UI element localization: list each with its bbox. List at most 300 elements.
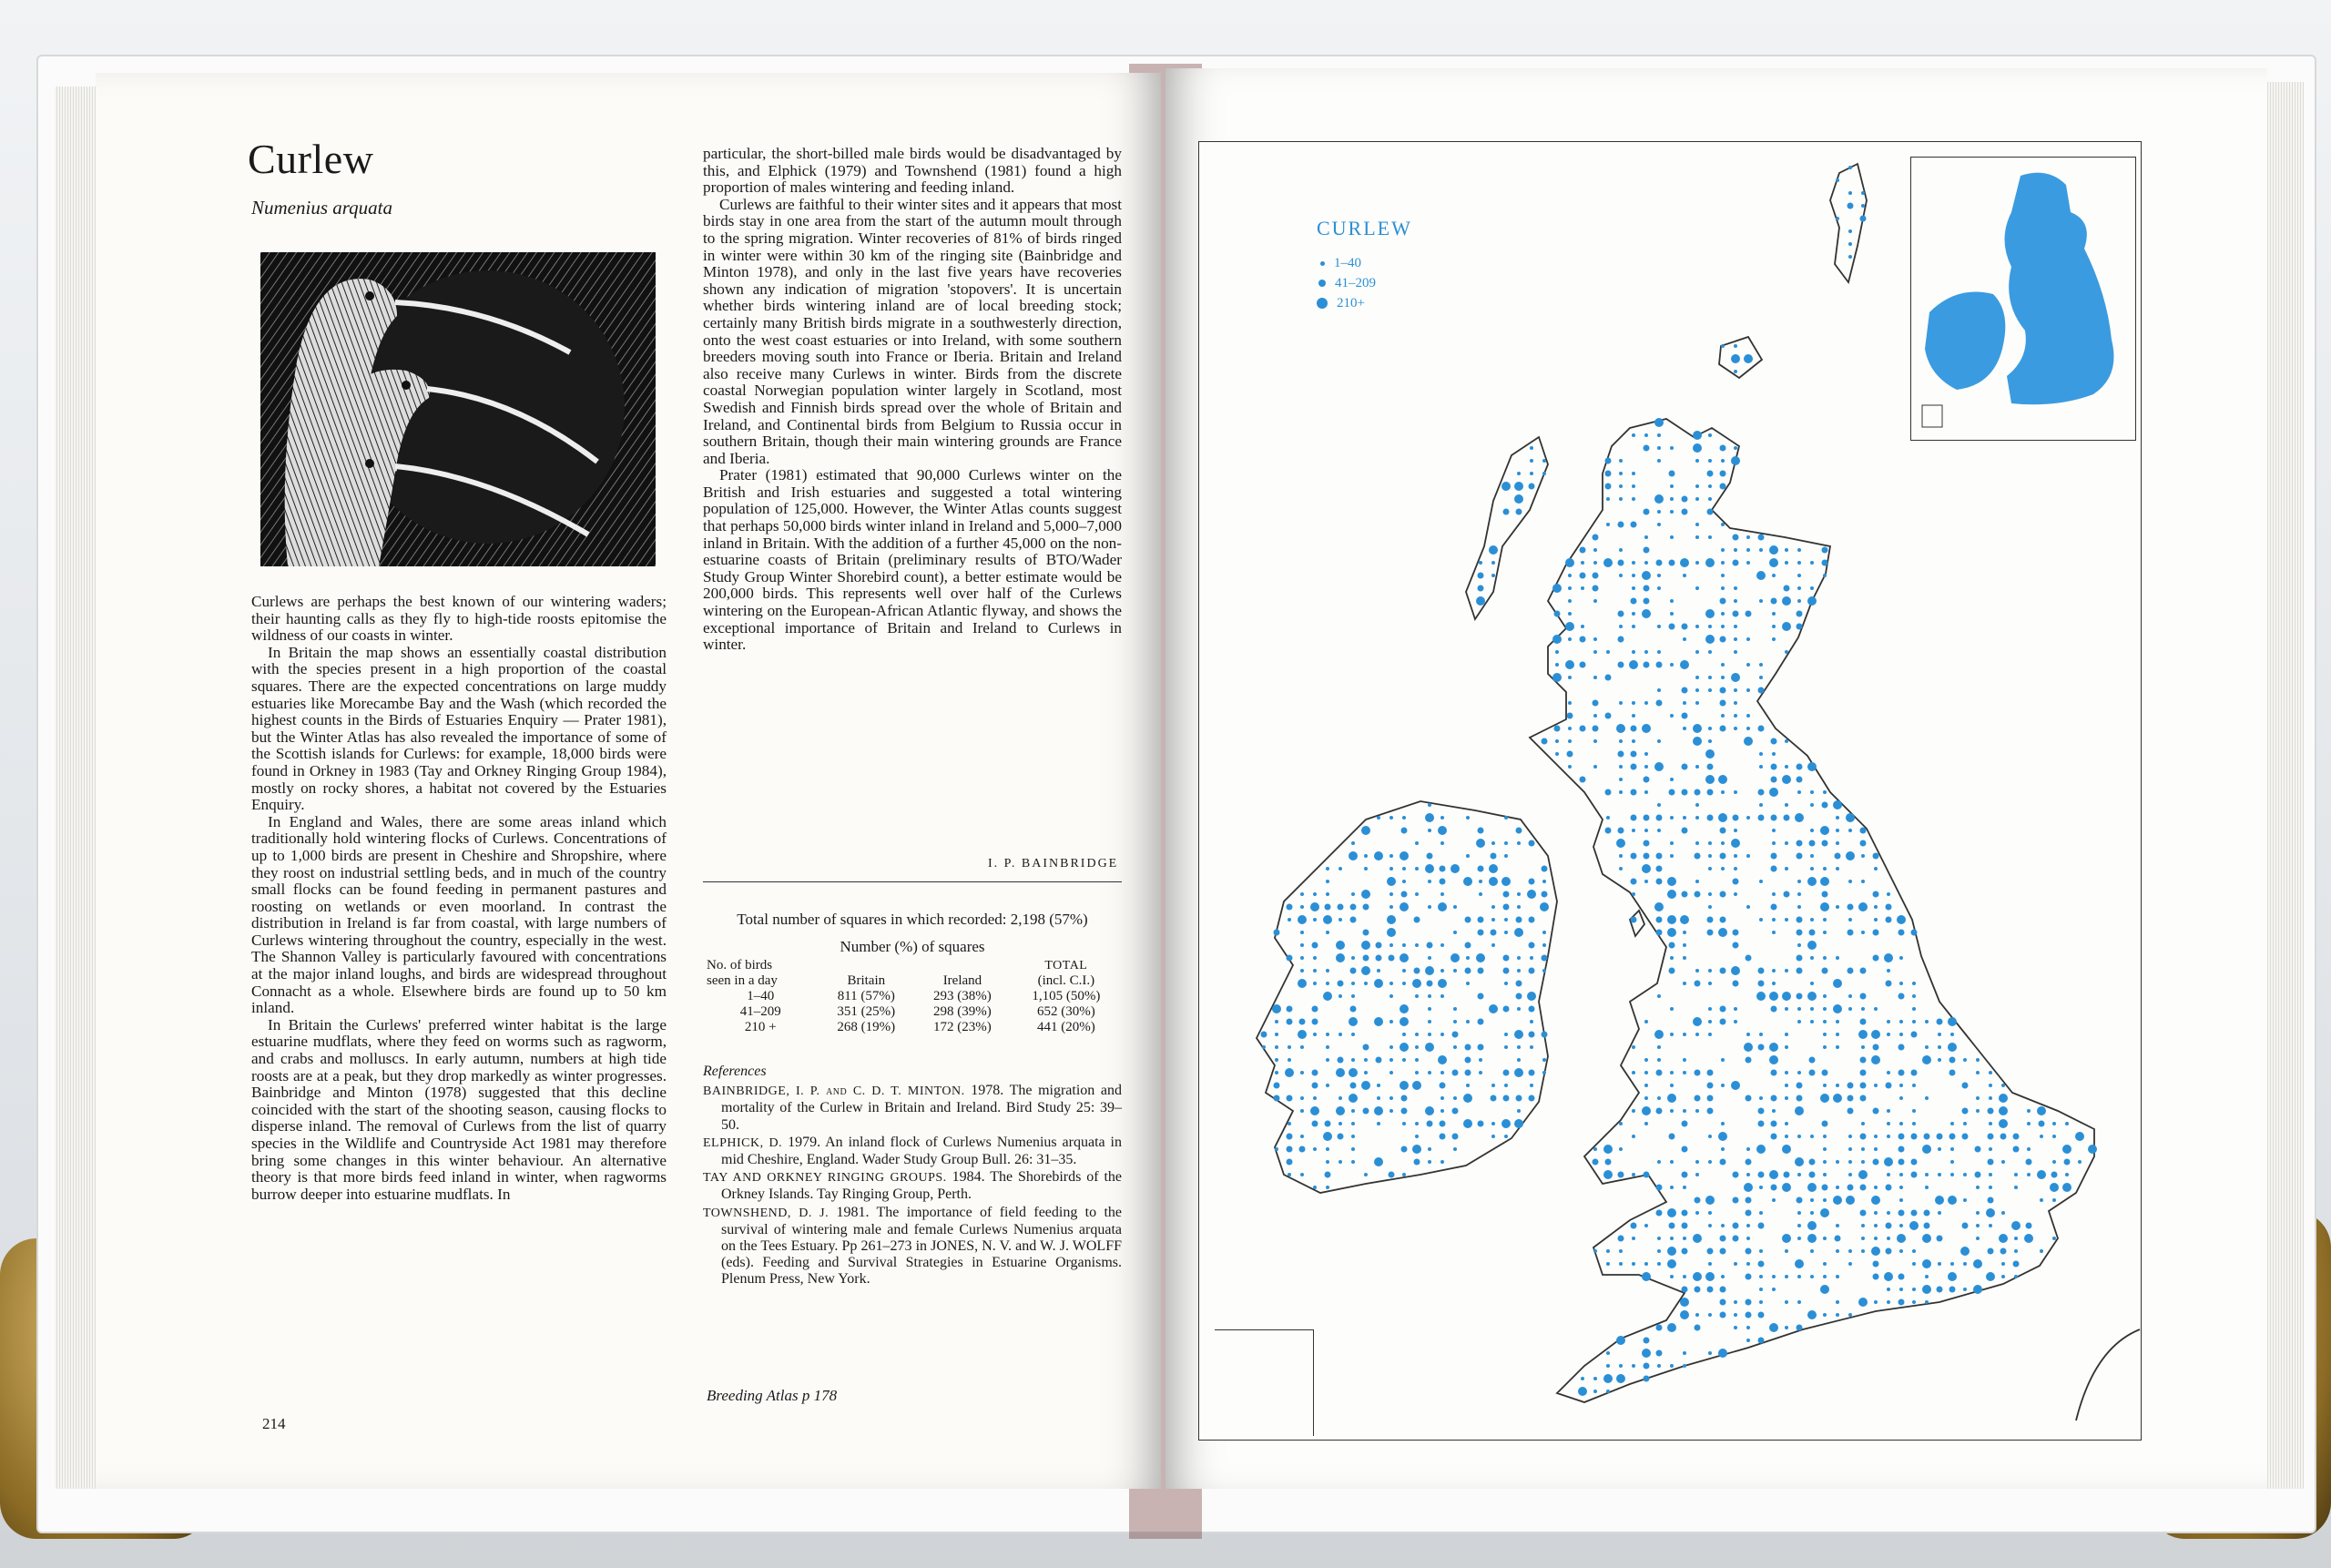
record-dot (1733, 815, 1739, 821)
record-dot (1758, 535, 1765, 541)
record-dot (1874, 918, 1878, 921)
record-dot (1721, 1084, 1725, 1087)
record-dot (1756, 1145, 1766, 1154)
record-dot (1848, 829, 1852, 832)
record-dot (1809, 930, 1816, 936)
record-dot (1962, 1108, 1969, 1115)
record-dot (1695, 880, 1699, 883)
record-dot (1874, 1007, 1878, 1011)
record-dot (1478, 866, 1484, 872)
record-dot (1720, 598, 1726, 605)
paragraph: In Britain the map shows an essentially coastal distribution with the species present in a high proportion of the coastal squares. There are the expected concentrations on large muddy estuaries like Morecambe Bay and the Wash (which recorded the highest counts in the Birds of Estuaries Enquiry — Prater 1981), but the Winter Atlas has also revealed the importance of some of the Scottish islands for Curlews: for example, 18,000 birds were found in Orkney in 1983 (Tay and Orkney Ringing Group 1984), mostly on rocky shores, a habitat not covered by the Estuaries Enquiry. (251, 643, 667, 814)
record-dot (1644, 1262, 1648, 1266)
record-dot (1489, 1004, 1498, 1013)
record-dot (1822, 547, 1828, 554)
record-dot (1323, 992, 1332, 1001)
record-dot (1797, 1197, 1803, 1204)
record-dot (1326, 1033, 1329, 1036)
record-dot (1503, 1006, 1510, 1013)
record-dot (1682, 1172, 1688, 1178)
record-dot (1721, 841, 1725, 845)
record-dot (1833, 1196, 1842, 1205)
record-dot (2026, 1159, 2032, 1166)
record-dot (1782, 1234, 1791, 1243)
record-dot (1746, 1057, 1752, 1064)
record-dot (1705, 1272, 1715, 1281)
record-dot (1632, 1364, 1635, 1368)
record-dot (1336, 941, 1345, 950)
record-dot (2027, 1147, 2031, 1151)
record-dot (1898, 1299, 1905, 1306)
record-dot (1899, 1020, 1903, 1023)
record-dot (1683, 931, 1686, 934)
record-dot (1606, 497, 1610, 501)
record-dot (1861, 204, 1865, 208)
record-dot (1387, 928, 1396, 937)
record-dot (1922, 1234, 1931, 1243)
record-dot (1272, 1004, 1281, 1013)
record-dot (1836, 829, 1839, 832)
record-dot (1721, 1122, 1725, 1125)
record-dot (1758, 1312, 1765, 1319)
record-dot (1326, 1147, 1329, 1151)
record-dot (1797, 853, 1803, 860)
record-dot (1656, 1350, 1663, 1357)
record-dot (1976, 1109, 1980, 1113)
record-dot (1707, 1095, 1714, 1102)
record-dot (1310, 902, 1319, 911)
record-dot (1351, 892, 1355, 896)
record-dot (1631, 522, 1637, 528)
record-dot (1721, 586, 1725, 590)
record-dot (1846, 1196, 1855, 1205)
record-dot (1708, 727, 1712, 730)
record-dot (1784, 815, 1790, 821)
record-dot (1899, 1033, 1903, 1036)
record-dot (2024, 1234, 2033, 1243)
record-dot (1568, 676, 1572, 679)
record-dot (1339, 1122, 1342, 1125)
record-dot (1886, 917, 1892, 923)
record-dot (1527, 992, 1536, 1001)
record-dot (1478, 828, 1484, 834)
record-dot (1797, 777, 1803, 783)
record-dot (1746, 1312, 1752, 1319)
record-dot (1555, 650, 1559, 654)
record-dot (1642, 609, 1651, 618)
record-dot (1810, 1198, 1814, 1202)
record-dot (1682, 624, 1688, 630)
record-dot (1670, 1275, 1674, 1278)
record-dot (1670, 841, 1674, 845)
record-dot (1670, 956, 1674, 960)
record-dot (1683, 701, 1686, 705)
record-dot (1374, 851, 1383, 860)
record-dot (1619, 778, 1623, 781)
record-dot (1833, 979, 1842, 988)
record-dot (1452, 1108, 1459, 1115)
record-dot (1619, 497, 1623, 501)
record-dot (1644, 509, 1650, 515)
record-dot (1771, 1095, 1777, 1102)
record-dot (1720, 1312, 1726, 1319)
record-dot (1925, 1300, 1929, 1304)
record-dot (1759, 918, 1763, 921)
record-dot (1822, 1121, 1828, 1127)
record-dot (1565, 660, 1574, 669)
record-dot (1287, 1095, 1293, 1102)
record-dot (1949, 1134, 1956, 1140)
record-dot (1657, 1249, 1661, 1253)
record-dot (1887, 1109, 1890, 1113)
record-dot (1452, 1134, 1459, 1140)
record-dot (1695, 1070, 1701, 1076)
record-dot (1644, 1338, 1650, 1344)
record-dot (1999, 1234, 2008, 1243)
record-dot (1769, 992, 1778, 1001)
record-dot (1887, 1173, 1890, 1176)
record-dot (1618, 611, 1624, 617)
record-dot (1619, 701, 1623, 705)
record-dot (1326, 982, 1329, 985)
record-dot (1657, 739, 1661, 743)
record-dot (1503, 1070, 1510, 1076)
record-dot (1887, 1135, 1890, 1138)
record-dot (1822, 1185, 1828, 1191)
record-dot (1975, 1172, 1981, 1178)
record-dot (1949, 1057, 1956, 1064)
record-dot (1733, 560, 1739, 566)
record-dot (1631, 917, 1637, 923)
record-dot (1925, 1096, 1929, 1100)
record-dot (1822, 968, 1828, 974)
record-dot (1847, 968, 1854, 974)
record-dot (1670, 1033, 1674, 1036)
record-dot (1415, 1033, 1419, 1036)
record-dot (1874, 1237, 1878, 1240)
record-dot (1632, 650, 1635, 654)
record-dot (1542, 969, 1546, 972)
record-dot (1708, 1020, 1712, 1023)
record-dot (1542, 1058, 1546, 1062)
record-dot (1693, 1234, 1702, 1243)
record-dot (1756, 992, 1766, 1001)
record-dot (2088, 1145, 2097, 1154)
record-dot (1644, 1172, 1650, 1178)
record-dot (1339, 1096, 1342, 1100)
record-dot (1642, 1349, 1651, 1358)
record-dot (1861, 880, 1865, 883)
record-dot (1695, 891, 1701, 898)
record-dot (1644, 1084, 1648, 1087)
record-dot (1619, 1262, 1623, 1266)
record-dot (1491, 561, 1495, 565)
record-dot (1898, 1134, 1905, 1140)
record-dot (1887, 1071, 1890, 1074)
record-dot (1718, 775, 1727, 784)
record-dot (1746, 1173, 1750, 1176)
record-dot (1654, 902, 1664, 911)
record-dot (1402, 982, 1406, 985)
record-dot (1568, 637, 1572, 641)
record-dot (1530, 472, 1533, 475)
record-dot (1619, 854, 1623, 858)
record-dot (1746, 637, 1750, 641)
cell: 210 + (744, 1020, 777, 1034)
record-dot (1759, 1186, 1763, 1189)
record-dot (1682, 789, 1688, 796)
record-dot (1721, 561, 1725, 565)
record-dot (2065, 1173, 2069, 1176)
record-dot (2026, 1223, 2032, 1229)
record-dot (1670, 446, 1674, 450)
record-dot (1683, 1071, 1686, 1074)
record-dot (1656, 815, 1663, 821)
record-dot (1642, 724, 1651, 733)
record-dot (1339, 918, 1342, 921)
record-dot (1707, 930, 1714, 936)
record-dot (1976, 1186, 1980, 1189)
record-dot (1988, 1108, 1994, 1115)
record-dot (1746, 1224, 1750, 1227)
record-dot (1911, 1070, 1918, 1076)
record-dot (1631, 879, 1637, 885)
record-dot (1542, 1032, 1548, 1038)
record-dot (1848, 242, 1852, 246)
record-dot (1986, 1272, 1995, 1281)
record-dot (2064, 1159, 2071, 1166)
record-dot (1759, 548, 1763, 552)
record-dot (1274, 1083, 1280, 1089)
record-dot (1720, 445, 1726, 452)
record-dot (1897, 915, 1906, 924)
record-dot (1785, 1326, 1788, 1329)
record-dot (2013, 1134, 2020, 1140)
record-dot (2027, 1109, 2031, 1113)
record-dot (1898, 1159, 1905, 1166)
record-dot (1478, 917, 1484, 923)
record-dot (1820, 826, 1829, 835)
record-dot (1453, 1096, 1457, 1100)
record-dot (1632, 1045, 1635, 1049)
record-dot (1695, 1160, 1699, 1164)
record-dot (1491, 1135, 1495, 1138)
record-dot (1683, 982, 1686, 985)
reference-item: ELPHICK, D. 1979. An inland flock of Curlews Numenius arquata in mid Cheshire, England. Wader Study Group Bull. 26: 31–35. (703, 1134, 1122, 1168)
record-dot (1440, 994, 1444, 998)
record-dot (1887, 892, 1890, 896)
record-dot (1275, 1058, 1278, 1062)
record-dot (1758, 815, 1765, 821)
record-dot (1809, 840, 1816, 847)
record-dot (1465, 1070, 1471, 1076)
record-dot (1731, 966, 1740, 975)
record-dot (1351, 1135, 1355, 1138)
record-dot (2001, 1084, 2005, 1087)
record-dot (1989, 1147, 1992, 1151)
record-dot (1836, 816, 1839, 820)
record-dot (1759, 752, 1763, 756)
record-dot (1887, 1237, 1890, 1240)
record-dot (1529, 917, 1535, 923)
record-dot (1823, 1160, 1827, 1164)
record-dot (1288, 1058, 1291, 1062)
record-dot (1873, 1274, 1879, 1280)
record-dot (1463, 1119, 1472, 1128)
record-dot (1695, 561, 1699, 565)
record-dot (2078, 1160, 2082, 1164)
record-dot (1644, 1071, 1648, 1074)
record-dot (1631, 598, 1637, 605)
record-dot (1529, 942, 1535, 949)
record-dot (1695, 841, 1699, 845)
record-dot (1708, 969, 1712, 972)
record-dot (1860, 216, 1867, 222)
record-dot (1746, 1326, 1750, 1329)
record-dot (1325, 904, 1331, 911)
record-dot (1909, 1221, 1919, 1230)
record-dot (1374, 979, 1383, 988)
record-dot (1476, 953, 1485, 962)
legend-item-small: 1–40 (1317, 253, 1376, 273)
record-dot (2052, 1198, 2056, 1202)
record-dot (1453, 1147, 1457, 1151)
record-dot (2001, 1262, 2005, 1266)
record-dot (1746, 816, 1750, 820)
record-dot (1734, 1326, 1737, 1329)
record-dot (1720, 828, 1726, 834)
record-dot (1402, 1033, 1406, 1036)
record-dot (1425, 864, 1434, 873)
record-dot (1848, 918, 1852, 921)
record-dot (1758, 789, 1765, 796)
record-dot (1465, 968, 1471, 974)
record-dot (1479, 892, 1482, 896)
record-dot (1718, 813, 1727, 822)
record-dot (1860, 1083, 1867, 1089)
record-dot (1580, 777, 1586, 783)
record-dot (1670, 1186, 1674, 1189)
record-dot (1720, 700, 1726, 707)
record-dot (1707, 1248, 1714, 1255)
record-dot (1938, 1045, 1941, 1049)
record-dot (1820, 1208, 1829, 1217)
record-dot (1593, 535, 1599, 541)
record-dot (2037, 1106, 2046, 1115)
record-dot (1785, 1122, 1788, 1125)
record-dot (1605, 789, 1612, 796)
record-dot (1618, 522, 1624, 528)
record-dot (1323, 1132, 1332, 1141)
record-dot (1705, 1196, 1715, 1205)
record-dot (1593, 1147, 1597, 1151)
record-dot (1899, 1249, 1903, 1253)
record-dot (1807, 877, 1817, 886)
record-dot (1695, 1095, 1701, 1102)
record-dot (2027, 1122, 2031, 1125)
record-dot (1810, 829, 1814, 832)
record-dot (1298, 915, 1307, 924)
record-dot (1771, 1006, 1777, 1013)
record-dot (1746, 905, 1750, 909)
record-dot (1313, 1033, 1317, 1036)
record-dot (1695, 535, 1699, 539)
record-dot (1514, 1030, 1523, 1039)
record-dot (1733, 1197, 1739, 1204)
record-dot (1836, 1249, 1839, 1253)
record-dot (1603, 1170, 1613, 1179)
record-dot (1848, 1262, 1852, 1266)
record-dot (1807, 941, 1817, 950)
record-dot (1758, 1044, 1765, 1051)
record-dot (1325, 1172, 1331, 1178)
record-dot (1287, 904, 1293, 911)
record-dot (1836, 1020, 1839, 1023)
record-dot (1364, 982, 1368, 985)
record-dot (1989, 1173, 1992, 1176)
record-dot (1708, 1313, 1712, 1317)
record-dot (1759, 1096, 1763, 1100)
record-dot (1619, 1122, 1623, 1125)
record-dot (1516, 1095, 1522, 1102)
record-dot (1631, 726, 1637, 732)
record-dot (1504, 931, 1508, 934)
record-dot (1644, 853, 1650, 860)
record-dot (1695, 1211, 1699, 1215)
record-dot (1861, 1224, 1865, 1227)
record-dot (1708, 676, 1712, 679)
record-dot (1861, 1122, 1865, 1125)
record-dot (1350, 968, 1357, 974)
breeding-atlas-ref: Breeding Atlas p 178 (707, 1387, 838, 1404)
record-dot (1326, 1045, 1329, 1049)
record-dot (1731, 673, 1740, 682)
record-dot (2052, 1122, 2056, 1125)
record-dot (1313, 969, 1317, 972)
record-dot (1670, 854, 1674, 858)
record-dot (1452, 1032, 1459, 1038)
record-dot (1771, 904, 1777, 911)
record-dot (1580, 636, 1586, 643)
record-dot (1807, 762, 1817, 771)
record-dot (1402, 867, 1406, 871)
record-dot (1657, 803, 1661, 807)
record-dot (1683, 727, 1686, 730)
record-dot (1871, 1055, 1880, 1064)
paragraph: In Britain the Curlews' preferred winter habitat is the large estuarine mudflats, where they feed on worms such as ragworm, and crabs and molluscs. In early autumn, numbers at high tide roosts are at a peak, but they drop markedly as winter progresses. Bainbridge and Minton (1978) suggested that this decline coincided with the start of the shooting season, causing flocks to disperse inland. The removal of Curlews from the list of quarry species in the Wildlife and Countryside Act 1981 may therefore bring some changes in this winter behaviour. An alternative theory is that more birds feed inland in winter, when ragworms burrow deeper into estuarine mudflats. In (251, 1015, 667, 1203)
record-dot (1809, 1159, 1816, 1166)
record-dot (1823, 1033, 1827, 1036)
record-dot (1428, 1020, 1431, 1023)
record-dot (1785, 765, 1788, 769)
record-dot (1898, 1274, 1905, 1280)
record-dot (2014, 1237, 2018, 1240)
record-dot (1680, 1298, 1689, 1307)
record-dot (1389, 1045, 1393, 1049)
record-dot (1848, 1173, 1852, 1176)
record-dot (1733, 942, 1739, 949)
record-dot (1465, 1044, 1471, 1051)
record-dot (1860, 828, 1867, 834)
record-dot (1261, 1032, 1267, 1038)
record-dot (1642, 864, 1651, 873)
paragraph: In England and Wales, there are some areas inland which traditionally hold wintering flocks of Curlews. Concentrations of up to 1,000 birds are present in Cheshire and Shropshire, where they roost on industrial settling beds, and in much of the country small flocks can be found feeding in permanent pastures and roosting on wetlands or even moorland. In contrast the distribution in Ireland is far from coastal, with large numbers of Curlews wintering throughout the country, especially in the west. The Shannon Valley is particularly favoured with concentrations at the major inland loughs, and birds are widespread throughout Connacht as a whole. Elsewhere birds are found up to 50 km inland. (251, 812, 667, 1017)
record-dot (1336, 1106, 1345, 1115)
record-dot (1657, 574, 1661, 577)
record-dot (1708, 484, 1712, 488)
record-dot (1772, 574, 1776, 577)
record-dot (1504, 1084, 1508, 1087)
